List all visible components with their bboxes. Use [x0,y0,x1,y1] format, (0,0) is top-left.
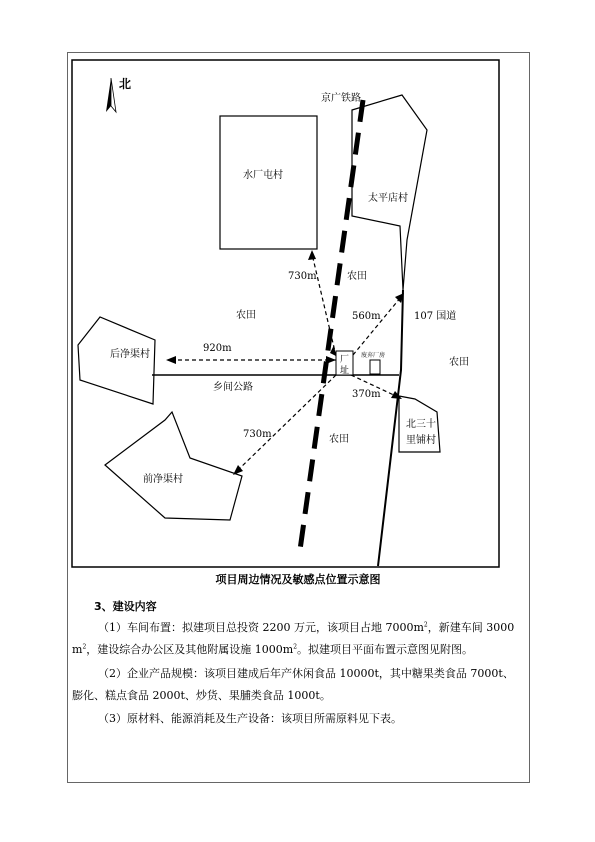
project-site-label-2: 址 [340,366,350,376]
p1-sup-1: 2 [423,621,428,629]
houjingqu-village-label: 后净渠村 [110,349,150,360]
abandoned-factory-box [370,360,380,374]
north-arrow-icon [106,78,116,112]
section-heading: 3、建设内容 [94,600,157,613]
distance-southwest-label: 730m [243,429,272,440]
paragraph-materials: （3）原材料、能源消耗及生产设备：该项目所需原料见下表。 [98,712,402,725]
rural-road-label: 乡间公路 [213,382,253,393]
north-label: 北 [119,77,132,91]
distance-southeast-label: 370m [352,389,381,400]
farmland-north-label: 农田 [347,271,367,282]
arrow-northeast [353,297,401,355]
railway-line [300,100,363,550]
farmland-east-label: 农田 [449,357,469,368]
water-plant-village-area [220,116,317,249]
railway-label: 京广铁路 [321,93,361,104]
p1-sup-2: 2 [82,643,87,651]
arrowheads [166,250,404,475]
abandoned-factory-label: 废弃厂房 [361,352,386,359]
project-site-label-1: 厂 [340,355,350,365]
p1-text-d: 。拟建项目平面布置示意图见附图。 [297,643,474,656]
p1-text-b: ，新建车间 3000 m [72,621,515,656]
distance-arrows [170,254,401,471]
beisanshi-village-label-1: 北三十 [406,419,436,430]
houjingqu-village-area [78,317,155,404]
highway-label: 107 国道 [414,311,457,322]
qianjingqu-village-label: 前净渠村 [143,474,183,485]
farmland-west-label: 农田 [236,310,256,321]
p1-text-a: （1）车间布置：拟建项目总投资 2200 万元，该项目占地 7000m [98,621,424,634]
taiping-village-label: 太平店村 [368,193,408,204]
beisanshi-village-label-2: 里铺村 [406,435,436,446]
paragraph-product-scale: （2）企业产品规模：该项目建成后年产休闲食品 10000t，其中糖果类食品 7000t、膨化、糕点食品 2000t、炒货、果脯类食品 1000t。 [72,667,514,702]
p1-sup-3: 2 [293,643,298,651]
distance-west-label: 920m [203,343,232,354]
distance-northeast-label: 560m [352,311,381,322]
p1-text-c: ，建设综合办公区及其他附属设施 1000m [86,643,294,656]
qianjingqu-village-area [105,412,242,520]
map-caption: 项目周边情况及敏感点位置示意图 [215,573,381,586]
paragraph-workshop-layout [72,617,520,661]
distance-north-label: 730m [288,271,317,282]
water-plant-village-label: 水厂屯村 [243,170,283,181]
farmland-south-label: 农田 [329,434,349,445]
